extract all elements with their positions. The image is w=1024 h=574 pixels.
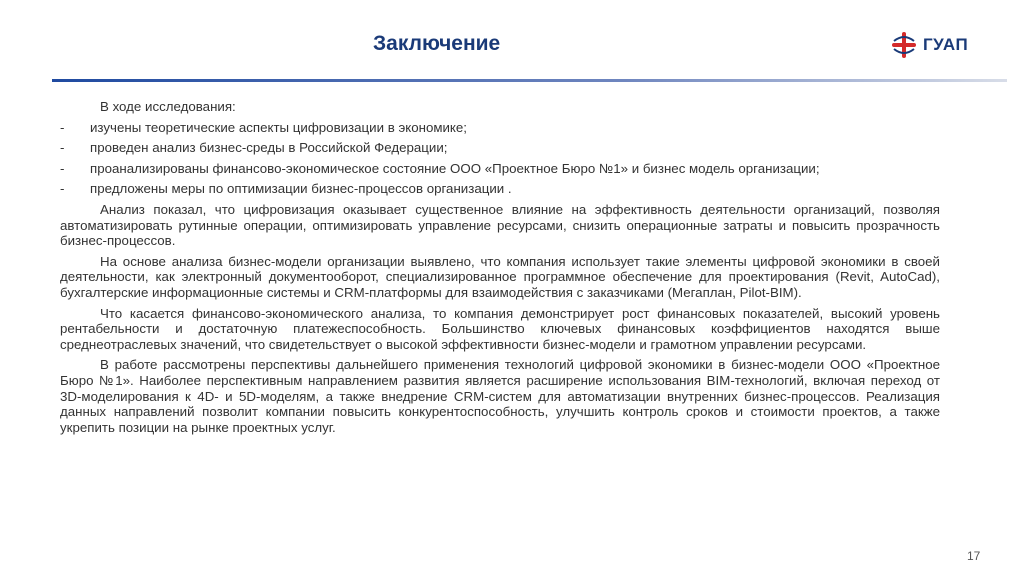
bullet-text: изучены теоретические аспекты цифровизации в экономике; bbox=[90, 119, 467, 135]
header-divider bbox=[52, 79, 1007, 82]
bullet-dash: - bbox=[60, 119, 65, 135]
bullet-item bbox=[60, 181, 940, 197]
bullet-item bbox=[60, 120, 940, 136]
conclusion-content bbox=[60, 99, 940, 440]
paragraph-perspectives: В работе рассмотрены перспективы дальнейшего применения технологий цифровой экономики в бизнес-модели ООО «Проектное Бюро №1». Наиболее перспективным направлением развития является расширение использования BIM-технологий, включая переход от 3D-моделирования к 4D- и 5D-моделям, а также внедрение CRM-систем для автоматизации внутренних бизнес-процессов. Реализация данных направлений позволит компании повысить конкурентоспособность, улучшить контроль сроков и стоимости проектов, а также укрепить позиции на рынке проектных услуг. bbox=[60, 357, 940, 435]
page-number: 17 bbox=[967, 549, 981, 563]
guap-emblem-icon bbox=[891, 31, 917, 59]
logo-text: ГУАП bbox=[923, 35, 969, 54]
paragraph-digitalization-impact: Анализ показал, что цифровизация оказывает существенное влияние на эффективность деятельности организаций, позволяя автоматизировать рутинные операции, оптимизировать управление ресурсами, снизить операционные затраты и повысить прозрачность бизнес-процессов. bbox=[60, 201, 940, 249]
slide-title: Заключение bbox=[373, 32, 501, 55]
intro-line: В ходе исследования: bbox=[100, 99, 236, 114]
bullet-text: предложены меры по оптимизации бизнес-процессов организации . bbox=[90, 181, 512, 197]
bullet-text: проведен анализ бизнес-среды в Российской Федерации; bbox=[90, 140, 448, 156]
paragraph-business-model: На основе анализа бизнес-модели организации выявлено, что компания использует такие элементы цифровой экономики в своей деятельности, как электронный документооборот, специализированное программное обеспечение для проектирования (Revit, AutoCad), бухгалтерские информационные системы и CRM-платформы для взаимодействия с заказчиками (Мегаплан, Pilot-BIM). bbox=[60, 253, 940, 300]
guap-logo bbox=[891, 30, 968, 60]
bullet-dash: - bbox=[60, 140, 65, 156]
bullet-dash: - bbox=[60, 181, 65, 197]
bullet-item bbox=[60, 161, 940, 177]
bullet-dash: - bbox=[60, 160, 65, 176]
bullet-item bbox=[60, 140, 940, 156]
bullet-text: проанализированы финансово-экономическое состояние ООО «Проектное Бюро №1» и бизнес модель организации; bbox=[90, 160, 820, 176]
paragraph-financial-analysis: Что касается финансово-экономического анализа, то компания демонстрирует рост финансовых показателей, высокий уровень рентабельности и достаточную платежеспособность. Большинство ключевых финансовых коэффициентов находятся выше среднеотраслевых значений, что свидетельствует о высокой эффективности бизнес-модели и грамотном управлении ресурсами. bbox=[60, 305, 940, 352]
